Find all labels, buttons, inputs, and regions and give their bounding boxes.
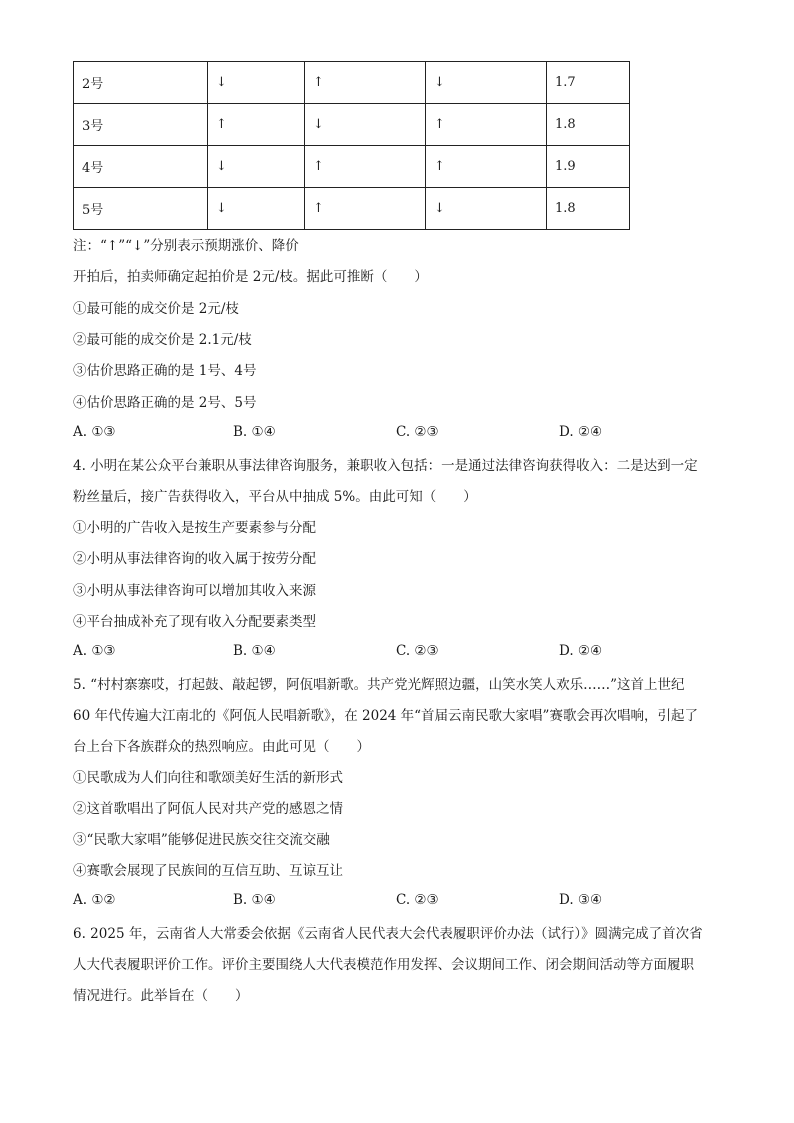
table-cell: ↑ [208,104,305,146]
table-cell: 1.9 [547,146,630,188]
option-c: C. ②③ [396,892,439,908]
q4-item: ③小明从事法律咨询可以增加其收入来源 [73,583,316,599]
option-c: C. ②③ [396,424,439,440]
q5-item: ①民歌成为人们向往和歌颂美好生活的新形式 [73,770,343,786]
table-cell: ↓ [426,62,547,104]
table-row [74,104,630,146]
table-cell: 1.8 [547,104,630,146]
option-b: B. ①④ [233,424,276,440]
option-d: D. ②④ [559,424,603,440]
option-a: A. ①② [73,892,116,908]
table-cell: 2号 [74,62,208,104]
q4-item: ②小明从事法律咨询的收入属于按劳分配 [73,551,316,567]
table-cell: ↑ [305,146,426,188]
table-cell: ↑ [305,188,426,230]
q5-item: ②这首歌唱出了阿佤人民对共产党的感恩之情 [73,801,343,817]
table-cell: ↓ [208,188,305,230]
option-c: C. ②③ [396,643,439,659]
q3-item: ①最可能的成交价是 2元/枝 [73,301,239,317]
q3-stem: 开拍后，拍卖师确定起拍价是 2元/枝。据此可推断（ ） [73,269,428,285]
option-a: A. ①③ [73,424,116,440]
q5-stem-line: 60 年代传遍大江南北的《阿佤人民唱新歌》，在 2024 年“首届云南民歌大家唱”赛歌会再次唱响，引起了 [73,708,698,724]
table-row [74,146,630,188]
estimate-table [73,61,630,230]
q3-item: ③估价思路正确的是 1号、4号 [73,363,257,379]
table-cell: ↓ [426,188,547,230]
q6-stem-line: 6. 2025 年，云南省人大常委会依据《云南省人民代表大会代表履职评价办法（试行）》圆满完成了首次省 [73,926,703,942]
q4-stem-line: 粉丝量后，接广告获得收入，平台从中抽成 5%。由此可知（ ） [73,489,477,505]
option-b: B. ①④ [233,892,276,908]
table-row [74,188,630,230]
table-cell: 5号 [74,188,208,230]
table-cell: ↑ [426,146,547,188]
q4-item: ④平台抽成补充了现有收入分配要素类型 [73,614,316,630]
table-cell: ↓ [305,104,426,146]
table-row [74,62,630,104]
table-cell: ↑ [305,62,426,104]
option-d: D. ②④ [559,643,603,659]
estimate-table-body [74,62,630,230]
table-cell: ↓ [208,146,305,188]
q4-options [73,643,733,663]
table-cell: ↓ [208,62,305,104]
option-d: D. ③④ [559,892,603,908]
q6-stem-line: 情况进行。此举旨在（ ） [73,988,249,1004]
table-cell: ↑ [426,104,547,146]
q3-item: ②最可能的成交价是 2.1元/枝 [73,332,252,348]
table-note: 注：“↑”“↓”分别表示预期涨价、降价 [73,238,299,254]
option-b: B. ①④ [233,643,276,659]
q3-item: ④估价思路正确的是 2号、5号 [73,395,257,411]
q5-stem-line: 5. “村村寨寨哎，打起鼓、敲起锣，阿佤唱新歌。共产党光辉照边疆，山笑水笑人欢乐……”这首上世纪 [73,677,685,693]
q6-stem-line: 人大代表履职评价工作。评价主要围绕人大代表模范作用发挥、会议期间工作、闭会期间活动等方面履职 [73,957,694,973]
q4-stem-line: 4. 小明在某公众平台兼职从事法律咨询服务，兼职收入包括：一是通过法律咨询获得收入：二是达到一定 [73,458,698,474]
q5-options [73,892,733,912]
q5-item: ③“民歌大家唱”能够促进民族交往交流交融 [73,832,330,848]
q5-stem-line: 台上台下各族群众的热烈响应。由此可见（ ） [73,739,370,755]
table-cell: 4号 [74,146,208,188]
table-cell: 1.8 [547,188,630,230]
option-a: A. ①③ [73,643,116,659]
q3-options [73,424,733,444]
q5-item: ④赛歌会展现了民族间的互信互助、互谅互让 [73,863,343,879]
table-cell: 3号 [74,104,208,146]
table-cell: 1.7 [547,62,630,104]
q4-item: ①小明的广告收入是按生产要素参与分配 [73,520,316,536]
